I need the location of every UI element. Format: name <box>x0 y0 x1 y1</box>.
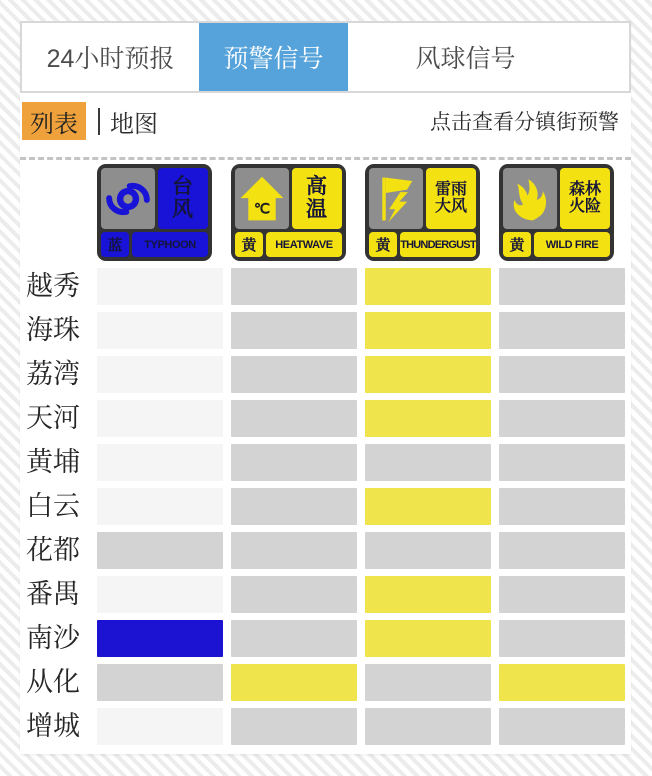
district-label: 天河 <box>26 403 80 433</box>
warning-cell-typhoon <box>97 268 223 305</box>
signal-header-slot <box>365 164 491 261</box>
warning-cell-thundergust <box>365 312 491 349</box>
signal-name-en: TYPHOON <box>132 232 208 257</box>
dashed-divider <box>20 157 631 160</box>
warning-cell-heatwave <box>231 356 357 393</box>
warning-cell-typhoon <box>97 708 223 745</box>
signal-sign-typhoon <box>97 164 212 261</box>
signal-level-badge: 黄 <box>235 232 263 257</box>
signal-name-zh: 高 温 <box>292 168 342 229</box>
warning-cell-thundergust <box>365 268 491 305</box>
district-detail-link[interactable]: 点击查看分镇街预警 <box>430 111 619 134</box>
toolbar-divider <box>98 108 100 135</box>
thundergust-icon <box>369 168 423 229</box>
warning-table <box>26 164 625 745</box>
warning-cell-wildfire <box>499 356 625 393</box>
signal-name-zh: 台 风 <box>158 168 208 229</box>
warning-cell-heatwave <box>231 532 357 569</box>
warning-cell-heatwave <box>231 576 357 613</box>
warning-cell-typhoon <box>97 488 223 525</box>
warning-cell-wildfire <box>499 708 625 745</box>
signal-name-en: HEATWAVE <box>266 232 342 257</box>
warning-cell-heatwave <box>231 400 357 437</box>
signal-sign-heatwave <box>231 164 346 261</box>
wildfire-icon <box>503 168 557 229</box>
list-view-button[interactable]: 列表 <box>22 102 86 140</box>
typhoon-icon <box>101 168 155 229</box>
warning-cell-typhoon <box>97 444 223 481</box>
warning-cell-thundergust <box>365 356 491 393</box>
view-toolbar <box>22 102 625 140</box>
signal-level-badge: 黄 <box>369 232 397 257</box>
warning-cell-wildfire <box>499 664 625 701</box>
warning-cell-typhoon <box>97 576 223 613</box>
signal-name-zh: 森林 火险 <box>560 168 610 229</box>
warning-cell-typhoon <box>97 664 223 701</box>
warning-cell-wildfire <box>499 532 625 569</box>
signal-sign-wildfire <box>499 164 614 261</box>
district-label: 黄埔 <box>26 447 80 477</box>
tab-1[interactable]: 24小时预报 <box>46 45 175 73</box>
warning-cell-heatwave <box>231 620 357 657</box>
warning-cell-thundergust <box>365 444 491 481</box>
district-label: 越秀 <box>26 271 80 301</box>
tab-bar <box>20 21 631 93</box>
district-label: 白云 <box>26 491 80 521</box>
signal-header-slot <box>97 164 223 261</box>
warning-cell-thundergust <box>365 532 491 569</box>
signal-level-badge: 蓝 <box>101 232 129 257</box>
warning-cell-typhoon <box>97 532 223 569</box>
warning-cell-heatwave <box>231 268 357 305</box>
signal-sign-thundergust <box>365 164 480 261</box>
warning-cell-heatwave <box>231 444 357 481</box>
warning-cell-typhoon <box>97 356 223 393</box>
warning-cell-heatwave <box>231 708 357 745</box>
signal-header-slot <box>231 164 357 261</box>
warning-cell-typhoon <box>97 620 223 657</box>
warning-cell-typhoon <box>97 400 223 437</box>
district-label: 番禺 <box>26 579 80 609</box>
signal-header-slot <box>499 164 625 261</box>
signal-level-badge: 黄 <box>503 232 531 257</box>
tab-3[interactable]: 风球信号 <box>415 45 516 73</box>
warning-cell-wildfire <box>499 312 625 349</box>
warning-cell-wildfire <box>499 400 625 437</box>
warning-cell-wildfire <box>499 576 625 613</box>
warning-cell-wildfire <box>499 268 625 305</box>
warning-cell-wildfire <box>499 620 625 657</box>
tab-2[interactable]: 预警信号 <box>199 23 348 91</box>
warning-cell-wildfire <box>499 444 625 481</box>
signal-name-en: WILD FIRE <box>534 232 610 257</box>
signal-name-zh: 雷雨 大风 <box>426 168 476 229</box>
warning-cell-thundergust <box>365 708 491 745</box>
warning-cell-wildfire <box>499 488 625 525</box>
warning-cell-thundergust <box>365 576 491 613</box>
district-label: 从化 <box>26 667 80 697</box>
warning-cell-typhoon <box>97 312 223 349</box>
tab-bar-filler <box>583 23 629 91</box>
warning-cell-thundergust <box>365 400 491 437</box>
header-spacer <box>26 164 89 261</box>
district-label: 海珠 <box>26 315 80 345</box>
district-label: 南沙 <box>26 623 80 653</box>
warning-cell-thundergust <box>365 620 491 657</box>
signal-name-en: THUNDERGUST <box>400 232 476 257</box>
warning-cell-thundergust <box>365 664 491 701</box>
heatwave-icon <box>235 168 289 229</box>
warning-cell-heatwave <box>231 664 357 701</box>
warning-cell-heatwave <box>231 312 357 349</box>
warning-panel <box>20 93 631 754</box>
map-view-button[interactable]: 地图 <box>110 110 158 138</box>
district-label: 增城 <box>26 711 80 741</box>
warning-cell-thundergust <box>365 488 491 525</box>
district-label: 荔湾 <box>26 359 80 389</box>
district-label: 花都 <box>26 535 80 565</box>
warning-cell-heatwave <box>231 488 357 525</box>
